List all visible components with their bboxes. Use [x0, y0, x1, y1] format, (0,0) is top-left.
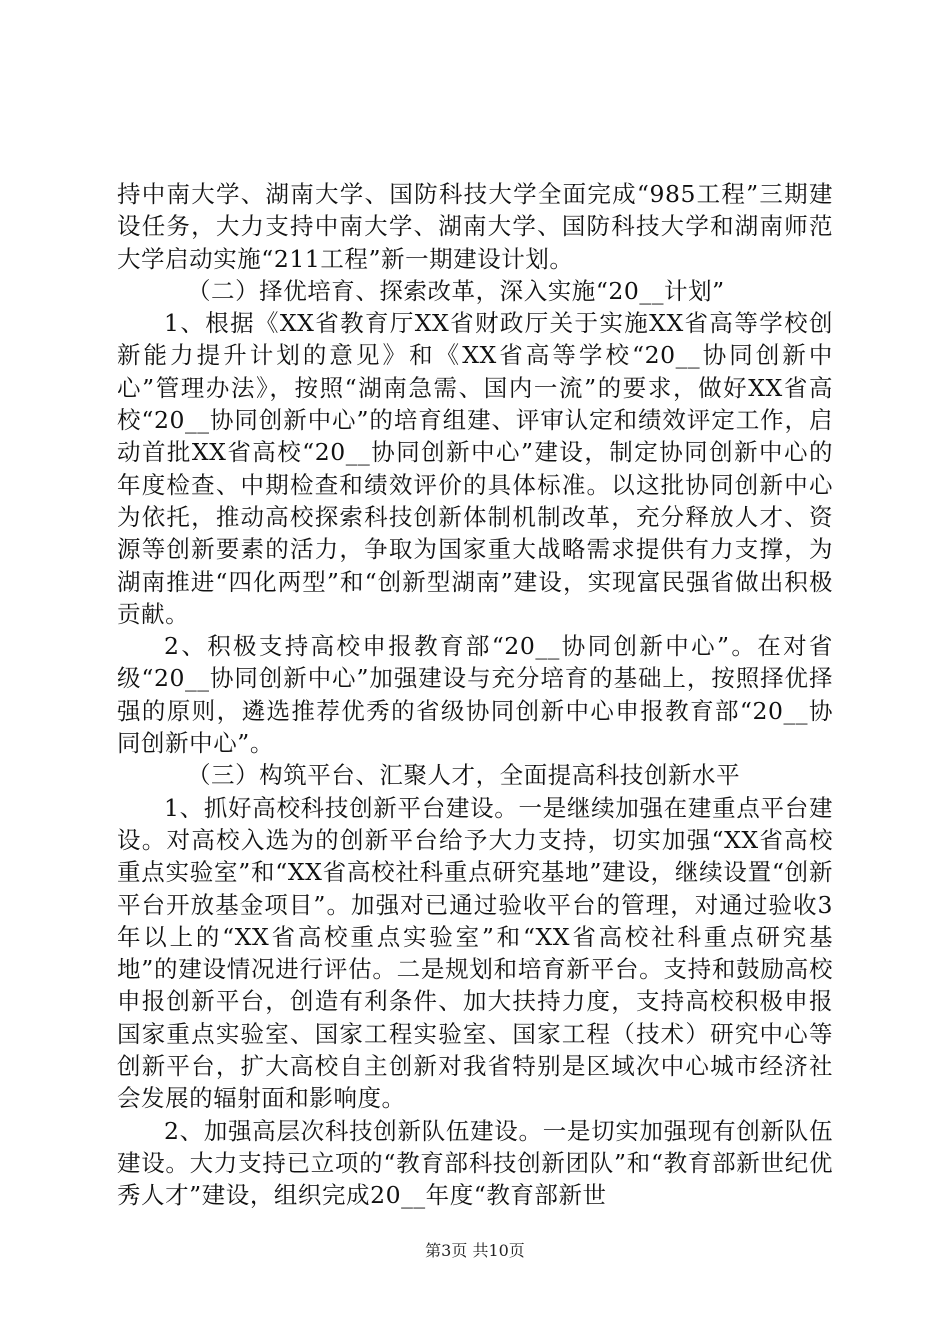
paragraph-item-2: 2、积极支持高校申报教育部“20__协同创新中心”。在对省级“20__协同创新中心”加强建设与充分培育的基础上，按照择优择强的原则，遴选推荐优秀的省级协同创新中心申报教育部“20__协同创新中心”。	[117, 632, 833, 758]
paragraph-item-3-1: 1、抓好高校科技创新平台建设。一是继续加强在建重点平台建设。对高校入选为的创新平台给予大力支持，切实加强“XX省高校重点实验室”和“XX省高校社科重点研究基地”建设，继续设置“创新平台开放基金项目”。加强对已通过验收平台的管理，对通过验收3年以上的“XX省高校重点实验室”和“XX省高校社科重点研究基地”的建设情况进行评估。二是规划和培育新平台。支持和鼓励高校申报创新平台，创造有利条件、加大扶持力度，支持高校积极申报国家重点实验室、国家工程实验室、国家工程（技术）研究中心等创新平台，扩大高校自主创新对我省特别是区域次中心城市经济社会发展的辐射面和影响度。	[117, 793, 833, 1113]
section-heading-2: （二）择优培育、探索改革，深入实施“20__计划”	[187, 276, 725, 305]
paragraph-continuation: 持中南大学、湖南大学、国防科技大学全面完成“985工程”三期建设任务，大力支持中南大学、湖南大学、国防科技大学和湖南师范大学启动实施“211工程”新一期建设计划。	[117, 180, 833, 273]
document-body	[117, 178, 833, 1212]
paragraph-item-1: 1、根据《XX省教育厅XX省财政厅关于实施XX省高等学校创新能力提升计划的意见》和《XX省高等学校“20__协同创新中心”管理办法》，按照“湖南急需、国内一流”的要求，做好XX省高校“20__协同创新中心”的培育组建、评审认定和绩效评定工作，启动首批XX省高校“20__协同创新中心”建设，制定协同创新中心的年度检查、中期检查和绩效评价的具体标准。以这批协同创新中心为依托，推动高校探索科技创新体制机制改革，充分释放人才、资源等创新要素的活力，争取为国家重大战略需求提供有力支撑，为湖南推进“四化两型”和“创新型湖南”建设，实现富民强省做出积极贡献。	[117, 309, 833, 628]
paragraph-item-3-2: 2、加强高层次科技创新队伍建设。一是切实加强现有创新队伍建设。大力支持已立项的“教育部科技创新团队”和“教育部新世纪优秀人才”建设，组织完成20__年度“教育部新世	[117, 1116, 833, 1210]
page-number-footer: 第3页 共10页	[425, 1241, 525, 1260]
section-heading-3: （三）构筑平台、汇聚人才，全面提高科技创新水平	[187, 761, 741, 790]
